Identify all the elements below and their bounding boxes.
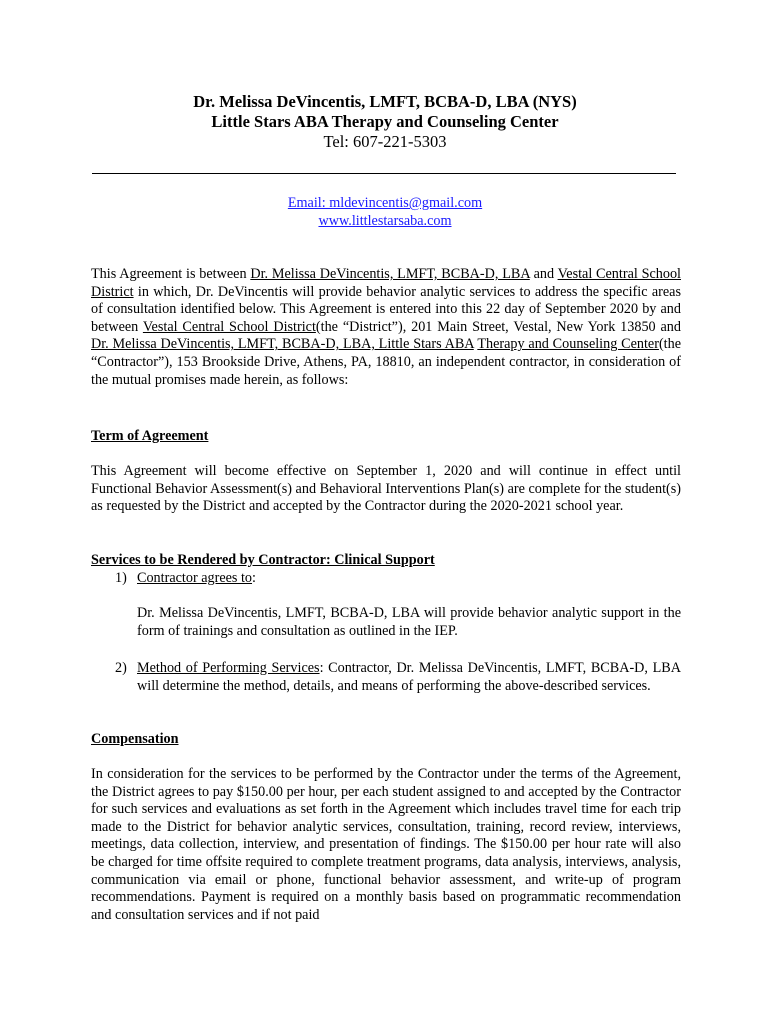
intro-text: This Agreement is between <box>91 266 251 282</box>
intro-text: (the “District”), 201 Main Street, Vestal, New York 13850 and <box>315 318 681 335</box>
intro-text: in which, Dr. DeVincentis will provide behavior analytic services to address the specific areas of consultation identified below. This Agreement is entered into this 22 day of September 2020 by and between <box>91 283 681 335</box>
item-title: Method of Performing Services <box>137 660 320 676</box>
party-contractor-name: Dr. Melissa DeVincentis, LMFT, BCBA-D, LBA, Little Stars ABA <box>91 336 474 353</box>
email-link[interactable]: Email: mldevincentis@gmail.com <box>287 195 483 211</box>
list-number: 1) <box>115 570 127 586</box>
services-item-1-text: Dr. Melissa DeVincentis, LMFT, BCBA-D, LBA will provide behavior analytic support in the form of trainings and consultation as outlined in the IEP. <box>137 605 681 639</box>
services-item-1 <box>91 570 681 588</box>
term-heading <box>91 428 681 446</box>
services-item-2 <box>91 660 681 695</box>
item-title: Contractor agrees to <box>137 570 253 586</box>
item-colon: : <box>252 570 256 586</box>
list-number: 2) <box>115 660 127 676</box>
intro-paragraph <box>91 266 681 389</box>
section-heading: Term of Agreement <box>91 428 209 444</box>
website-link[interactable]: www.littlestarsaba.com <box>318 212 452 229</box>
provider-name: Dr. Melissa DeVincentis, LMFT, BCBA-D, LBA (NYS) <box>193 92 577 111</box>
compensation-paragraph: In consideration for the services to be performed by the Contractor under the terms of the Agreement, the District agrees to pay $150.00 per hour, per each student assigned to and accepted by the Contractor for such services and evaluations as set forth in the Agreement which includes travel time for each trip made to the District for behavior analytic services, consultation, training, record review, interviews, meetings, data collection, interview, and presentation of findings. The $150.00 per hour rate will also be charged for time offsite required to complete treatment programs, data analysis, interviews, analysis, communication via email or phone, functional behavior assessment, and write-up of program recommendations. Payment is required on a monthly basis based on programmatic recommendation and consultation services and if not paid <box>91 766 681 923</box>
section-heading: Compensation <box>91 731 179 747</box>
section-heading: Services to be Rendered by Contractor: Clinical Support <box>91 552 435 568</box>
intro-text: and <box>529 266 558 282</box>
compensation-heading <box>91 731 681 749</box>
party-center-name: Therapy and Counseling Center <box>477 336 659 353</box>
item-text: : Contractor, Dr. Melissa DeVincentis, LMFT, BCBA-D, LBA will determine the method, details, and means of performing the above-described services. <box>137 660 681 694</box>
letterhead <box>0 92 770 152</box>
intro-text: (the “Contractor”), 153 Brookside Drive, Athens, PA, 18810, an independent contractor, in consideration of the mutual promises made herein, as follows: <box>91 336 681 388</box>
header-divider <box>92 173 676 174</box>
party-contractor-name: Dr. Melissa DeVincentis, LMFT, BCBA-D, LBA <box>250 266 530 282</box>
term-paragraph: This Agreement will become effective on September 1, 2020 and will continue in effect until Functional Behavior Assessment(s) and Behavioral Interventions Plan(s) are complete for the student(s) as requested by the District and accepted by the Contractor during the 2020-2021 school year. <box>91 463 681 515</box>
center-name: Little Stars ABA Therapy and Counseling Center <box>211 112 559 131</box>
party-district-name: Vestal Central School District <box>91 266 681 300</box>
telephone: Tel: 607-221-5303 <box>323 132 447 151</box>
services-heading <box>91 552 681 570</box>
contact-links <box>0 195 770 230</box>
party-district-name: Vestal Central School District <box>142 318 316 335</box>
